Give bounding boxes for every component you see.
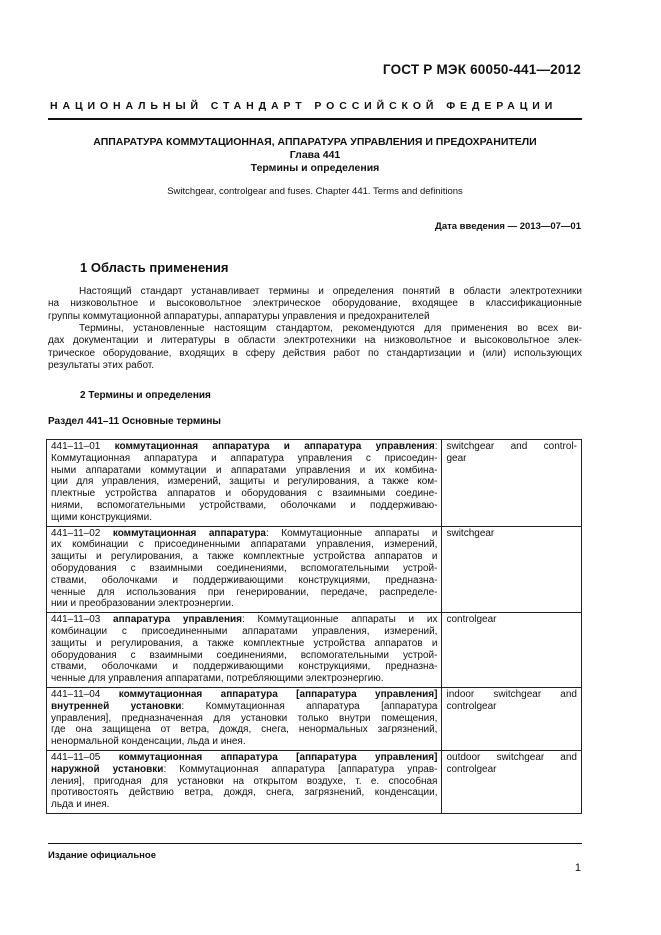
english-term: switchgear and control- (446, 441, 577, 452)
introduction-date: Дата введения — 2013—07—01 (435, 221, 581, 232)
definition-line: ченные для управления аппаратами, потребляющими электроэнергию. (51, 673, 384, 685)
table-row (47, 440, 582, 527)
chapter-label: Глава 441 (289, 149, 341, 161)
english-title: Switchgear, controlgear and fuses. Chapter 441. Terms and definitions (167, 186, 463, 197)
definition-line: щими конструкциями. (51, 511, 152, 523)
term-number: 441–11–04 (51, 688, 101, 700)
chapter-subtitle: Термины и определения (250, 162, 380, 174)
term: коммутационная аппаратура (112, 527, 266, 539)
text-line: Настоящий стандарт устанавливает термины и определения понятий в области электротехники (79, 286, 582, 297)
definition-line: оборудования с взаимными соединениями, вспомогательными устрой- (51, 649, 438, 661)
english-term: controlgear (446, 614, 497, 626)
text-line: трическое оборудование, входящих в сферу действия работ по стандартизации и (или) использующих (48, 347, 582, 359)
definition-line: льда и инея. (51, 799, 110, 811)
definition-line: ствами, оболочками и поддерживающими конструкциями, предназна- (51, 661, 438, 673)
subsection-heading: Раздел 441–11 Основные термины (48, 416, 221, 427)
table-row (47, 526, 582, 613)
terms-table (46, 439, 582, 814)
definition-line: противостоять действию ветра, дождя, снега, загрязнений, конденсации, (51, 787, 438, 799)
english-term-cell (442, 440, 582, 527)
text-line: Термины, установленные настоящим стандартом, рекомендуются для применения во всех ви- (79, 323, 582, 334)
definition-line: комбинации с присоединенными аппаратами управления, измерений, (51, 625, 438, 637)
definition-cell: 441–11–05 коммутационная аппаратура [аппаратура управления] наружной установки: Коммутационная аппаратура [аппаратура управ- ления], пригодная для установки на открытом воздухе, т. е. способная противостоять действию ветра, дождя, снега, загрязнений, конденсации, льда и инея. (47, 750, 442, 813)
term-number: 441–11–05 (51, 751, 101, 763)
english-term: gear (446, 452, 467, 464)
definition-line: ции для управления, измерений, защиты и регулирования, а также ком- (51, 476, 438, 488)
document-title: АППАРАТУРА КОММУТАЦИОННАЯ, АППАРАТУРА УПРАВЛЕНИЯ И ПРЕДОХРАНИТЕЛИ (93, 136, 537, 148)
term: наружной установки (51, 763, 164, 775)
definition-line: ченные для использования при генерировании, передаче, распределе- (51, 586, 438, 598)
definition-cell: 441–11–01 коммутационная аппаратура и аппаратура управления: Коммутационная аппаратура и аппаратура управления с присоедин- ными аппаратами коммутации и аппаратами управления и их комбина- ции для управления, измерений, защиты и регулирования, а также ком- плектные устройства аппаратов и оборудования с взаимными соедине- ниями, вспомогательными устройствами, оболочками и поддерживаю- щими конструкциями. (47, 440, 442, 527)
text-line: группы коммутационной аппаратуры, аппаратуры управления и предохранителей (48, 310, 430, 322)
scope-paragraph-1 (48, 286, 582, 323)
definition-line: защиты и регулирования, а также комплектные устройства аппаратов и (51, 637, 438, 649)
term: аппаратура управления (113, 614, 242, 626)
definition-line: нии и преобразовании электроэнергии. (51, 598, 234, 610)
english-term-cell (442, 613, 582, 688)
definition-line: оборудования с взаимными соединениями, вспомогательными устрой- (51, 562, 438, 574)
term: коммутационная аппаратура [аппаратура управления] (118, 751, 438, 763)
definition-line: управления], предназначенная для установки только внутри помещения, (51, 712, 438, 724)
table-row (47, 687, 582, 750)
page-number: 1 (574, 862, 581, 874)
scope-paragraph-2 (48, 323, 582, 372)
english-term-cell (442, 687, 582, 750)
text-line: результаты этих работ. (48, 359, 155, 371)
definition-cell: 441–11–04 коммутационная аппаратура [аппаратура управления] внутренней установки: Коммутационная аппаратура [аппаратура управления], предназначенная для установки только внутри помещения, где она защищена от ветра, дождя, снега, ненормальных загрязнений, ненормальной конденсации, льда и инея. (47, 687, 442, 750)
definition-line: Коммутационная аппаратура и аппаратура управления с присоедин- (51, 452, 438, 464)
term: внутренней установки (51, 700, 182, 712)
english-term: controlgear (446, 763, 497, 775)
english-term: outdoor switchgear and (446, 751, 577, 763)
edition-label: Издание официальное (48, 850, 156, 861)
definition-line: плектные устройства аппаратов и оборудования с взаимными соедине- (51, 488, 438, 500)
english-term: indoor switchgear and (446, 688, 577, 700)
standard-number: ГОСТ Р МЭК 60050-441—2012 (382, 62, 581, 77)
header-rule (48, 118, 582, 120)
english-term: controlgear (446, 700, 497, 712)
english-term: switchgear (446, 527, 495, 539)
footer-rule (48, 843, 582, 844)
definition-line: защиты и регулирования, а также комплектные устройства аппаратов и (51, 551, 438, 563)
definition-line: ными аппаратами коммутации и аппаратами управления и их комбина- (51, 464, 438, 476)
definition-line: ления], пригодная для установки на открытом воздухе, т. е. способная (51, 775, 438, 787)
definition-line: где она защищена от ветра, дождя, снега, ненормальных загрязнений, (51, 724, 438, 736)
section-2-heading: 2 Термины и определения (80, 390, 211, 401)
definition-line: ниями, вспомогательными устройствами, оболочками и поддерживаю- (51, 499, 438, 511)
definition-cell: 441–11–02 коммутационная аппаратура: Коммутационные аппараты и их комбинации с присоединенными аппаратами управления, измерений, защиты и регулирования, а также комплектные устройства аппаратов и оборудования с взаимными соединениями, вспомогательными устрой- ствами, оболочками и поддерживающими конструкциями, предназна- ченные для использования при генерировании, передаче, распределе- нии и преобразовании электроэнергии. (47, 526, 442, 613)
definition-line: ствами, оболочками и поддерживающими конструкциями, предназна- (51, 574, 438, 586)
definition-line: их комбинации с присоединенными аппаратами управления, измерений, (51, 539, 438, 551)
term: коммутационная аппаратура и аппаратура управления (114, 441, 435, 452)
text-line: на низковольтное и высоковольтное электрическое оборудование, входящее в классификационные (48, 298, 582, 310)
term-number: 441–11–03 (51, 614, 101, 626)
english-term-cell (442, 750, 582, 813)
national-standard-banner: НАЦИОНАЛЬНЫЙ СТАНДАРТ РОССИЙСКОЙ ФЕДЕРАЦИИ (50, 100, 558, 112)
english-term-cell (442, 526, 582, 613)
section-1-heading: 1 Область применения (80, 260, 229, 275)
term-number: 441–11–02 (51, 527, 101, 539)
term-number: 441–11–01 (51, 441, 101, 452)
table-row (47, 613, 582, 688)
table-row (47, 750, 582, 813)
term: коммутационная аппаратура [аппаратура управления] (118, 688, 438, 700)
definition-line: ненормальной конденсации, льда и инея. (51, 736, 246, 748)
definition-cell: 441–11–03 аппаратура управления: Коммутационные аппараты и их комбинации с присоединенными аппаратами управления, измерений, защиты и регулирования, а также комплектные устройства аппаратов и оборудования с взаимными соединениями, вспомогательными устрой- ствами, оболочками и поддерживающими конструкциями, предназна- ченные для управления аппаратами, потребляющими электроэнергию. (47, 613, 442, 688)
text-line: дах документации и литературы в области электротехники на низковольтное и высоковольтное элек- (48, 335, 582, 347)
